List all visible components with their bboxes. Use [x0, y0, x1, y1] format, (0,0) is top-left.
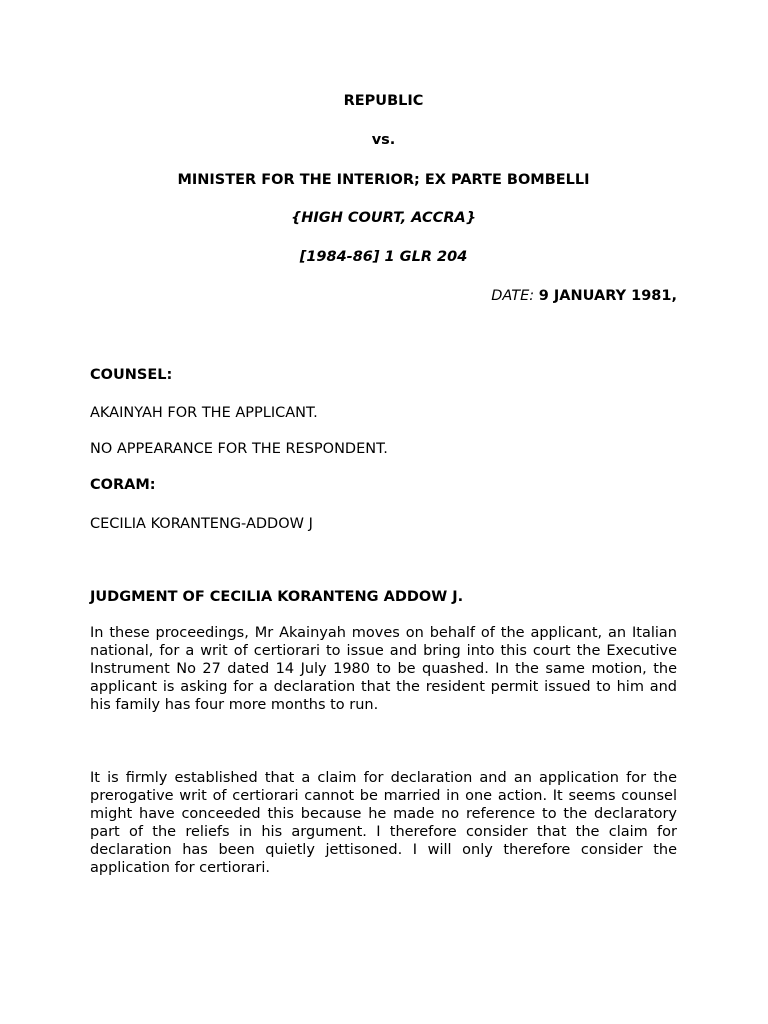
party-two: MINISTER FOR THE INTERIOR; EX PARTE BOMBELLI: [177, 172, 590, 188]
judgment-paragraph: It is firmly established that a claim for declaration and an application for the prerogative writ of certiorari cannot be married in one action. It seems counsel might have conceeded this because he made no reference to the declaratory part of the reliefs in his argument. I therefore consider that the claim for declaration has been quietly jettisoned. I will only therefore consider the application for certiorari.: [90, 770, 677, 876]
judgment-date: [90, 287, 677, 305]
judgment-heading: JUDGMENT OF CECILIA KORANTENG ADDOW J.: [90, 589, 464, 605]
court-name: {HIGH COURT, ACCRA}: [290, 210, 477, 226]
document-page: [90, 0, 677, 1024]
coram-heading: CORAM:: [90, 477, 156, 493]
date-value: 9 JANUARY 1981,: [538, 288, 677, 304]
counsel-applicant: AKAINYAH FOR THE APPLICANT.: [90, 405, 318, 421]
versus-text: vs.: [371, 132, 396, 148]
counsel-heading: COUNSEL:: [90, 367, 173, 383]
date-label: DATE:: [491, 288, 535, 304]
judgment-paragraph: In these proceedings, Mr Akainyah moves on behalf of the applicant, an Italian national, for a writ of certiorari to issue and bring into this court the Executive Instrument No 27 dated 14 July 1980 to be quashed. In the same motion, the applicant is asking for a declaration that the resident permit issued to him and his family has four more months to run.: [90, 625, 677, 713]
coram-judge: CECILIA KORANTENG-ADDOW J: [90, 516, 313, 532]
counsel-respondent: NO APPEARANCE FOR THE RESPONDENT.: [90, 441, 388, 457]
law-report-citation: [1984-86] 1 GLR 204: [299, 249, 468, 265]
party-one: REPUBLIC: [343, 93, 424, 109]
